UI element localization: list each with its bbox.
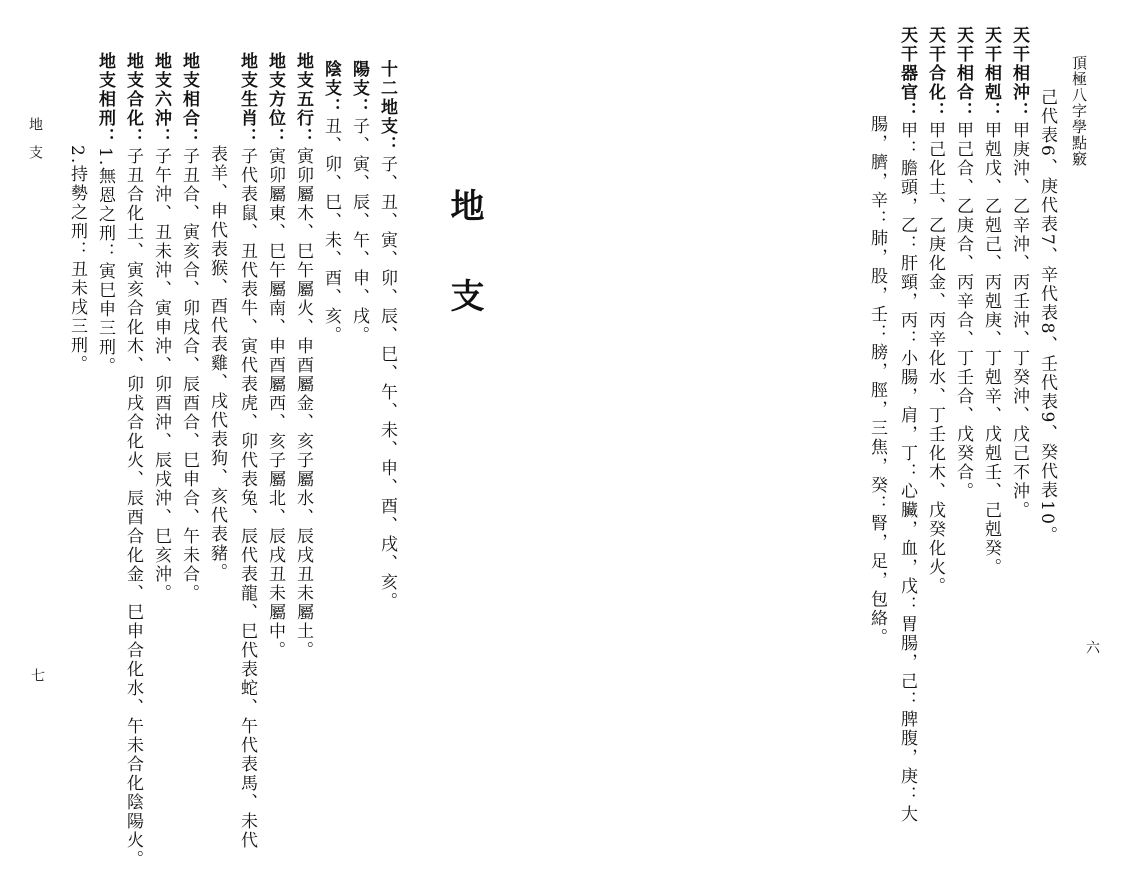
page-number-left: 七 [29,668,45,683]
text-line-l3 [322,60,339,345]
book-header: 頂極八字學點竅 [1070,55,1088,167]
chapter-label: 地支 [27,117,43,173]
line-label: 地支相刑： [95,52,115,147]
line-text: 丑、卯、巳、未、酉、亥。 [321,117,341,345]
line-text: 子丑合、寅亥合、卯戌合、辰酉合、巳申合、午未合。 [179,147,199,603]
text-line-l6 [238,52,255,850]
line-label: 天干相剋： [981,26,1001,121]
line-text: 腸，臍，辛：肺，股，壬：膀，脛，三焦，癸：腎，足，包絡。 [867,115,887,647]
text-line-r1 [1038,88,1055,545]
line-label: 十二地支： [377,60,397,155]
line-text: 子、寅、辰、午、申、戌。 [349,117,369,345]
line-label: 地支生肖： [237,52,257,147]
line-text: 子代表鼠、丑代表牛、寅代表虎、卯代表兔、辰代表龍、巳代表蛇、午代表馬、未代 [237,147,257,850]
text-line-r2 [1010,26,1027,520]
line-label: 天干器官： [897,26,917,121]
line-text: 子丑合化土、寅亥合化木、卯戌合化火、辰酉合化金、巳申合化水、午未合化陰陽火。 [123,147,143,869]
text-line-r5 [926,26,943,596]
text-line-l9 [152,52,169,603]
line-text: 甲庚沖、乙辛沖、丙壬沖、丁癸沖、戊己不沖。 [1009,121,1029,520]
text-line-l12 [68,145,85,374]
line-text: 甲：膽頭，乙：肝頸，丙：小腸，肩，丁：心臟，血，戊：胃腸，己：脾腹，庚：大 [897,121,917,824]
line-text: 寅卯屬東、巳午屬南、申酉屬西、亥子屬北、辰戌丑未屬中。 [265,147,285,660]
text-line-l8 [180,52,197,603]
line-label: 地支相合： [179,52,199,147]
line-label: 地支六沖： [151,52,171,147]
text-line-r4 [954,26,971,501]
line-text: 1.無恩之刑：寅巳申三刑。 [95,147,115,377]
text-line-r3 [982,26,999,577]
line-text: 甲剋戊、乙剋己、丙剋庚、丁剋辛、戊剋壬、己剋癸。 [981,121,1001,577]
text-line-l2 [350,60,367,345]
text-line-r6 [898,26,915,824]
text-line-l4 [294,52,311,660]
line-text: 表羊、申代表猴、酉代表雞、戌代表狗、亥代表豬。 [207,145,227,582]
text-line-l1 [378,60,395,611]
line-text: 子午沖、丑未沖、寅申沖、卯酉沖、辰戌沖、巳亥沖。 [151,147,171,603]
line-label: 地支方位： [265,52,285,147]
line-text: 己代表6、庚代表7、辛代表8、壬代表9、癸代表10。 [1037,88,1057,545]
line-label: 天干合化： [925,26,945,121]
line-label: 天干相合： [953,26,973,121]
text-line-r7 [868,115,885,647]
line-label: 陽支： [349,60,369,117]
line-label: 陰支： [321,60,341,117]
text-line-l10 [124,52,141,869]
text-line-l11 [96,52,113,376]
chapter-title: 地支 [444,188,484,368]
line-text: 子、丑、寅、卯、辰、巳、午、未、申、酉、戌、亥。 [377,155,397,611]
page-number-right: 六 [1084,640,1100,655]
text-line-l5 [266,52,283,660]
line-label: 地支五行： [293,52,313,147]
line-label: 地支合化： [123,52,143,147]
line-text: 甲己化土、乙庚化金、丙辛化水、丁壬化木、戊癸化火。 [925,121,945,596]
text-line-l7 [208,145,225,582]
line-text: 2.持勢之刑：丑未戌三刑。 [67,145,87,375]
line-label: 天干相沖： [1009,26,1029,121]
line-text: 寅卯屬木、巳午屬火、申酉屬金、亥子屬水、辰戌丑未屬土。 [293,147,313,660]
line-text: 甲己合、乙庚合、丙辛合、丁壬合、戊癸合。 [953,121,973,501]
